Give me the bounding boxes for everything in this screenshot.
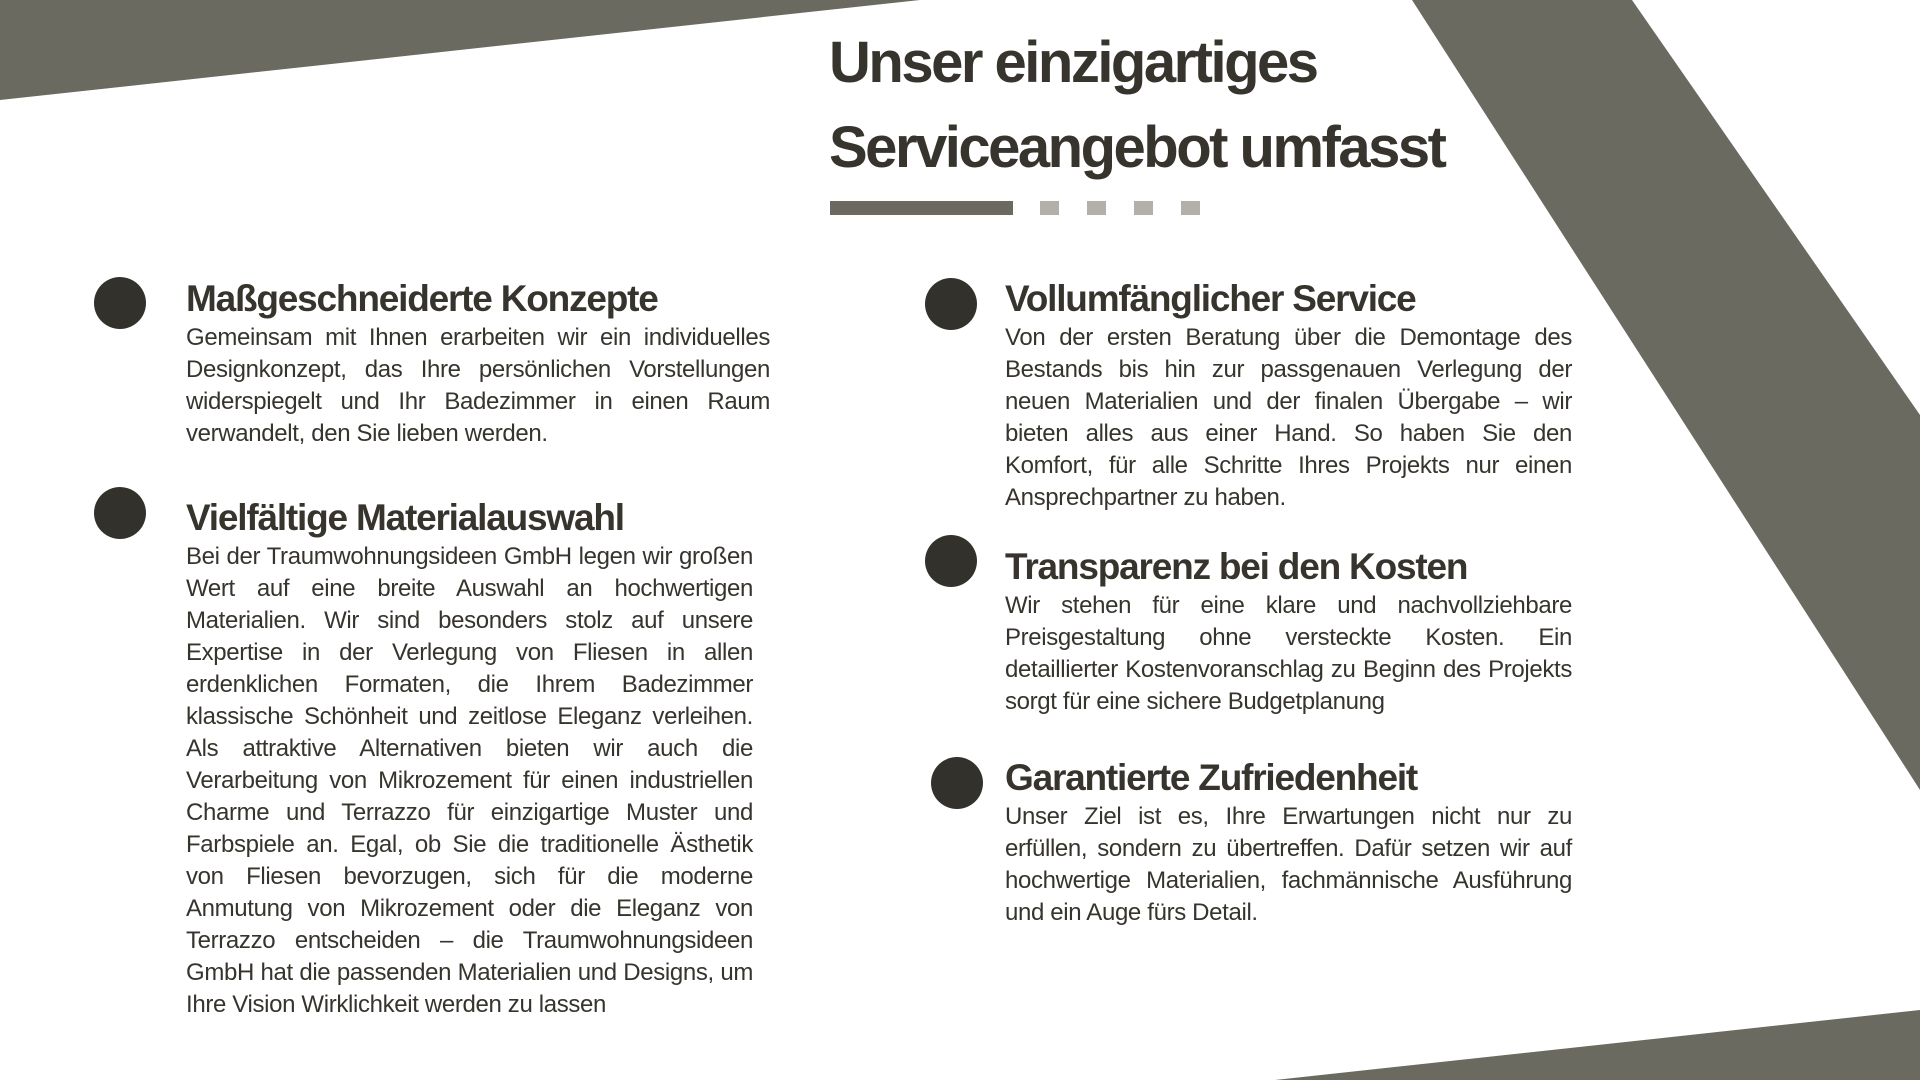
item-body: Gemeinsam mit Ihnen erarbeiten wir ein individuelles Designkonzept, das Ihre persönlichen Vorstellungen widerspiegelt und Ihr Badezimmer in einen Raum verwandelt, den Sie lieben werden.	[186, 324, 770, 447]
title-underline-bar	[830, 201, 1013, 215]
title-accent-square	[1181, 201, 1200, 215]
item-body: Bei der Traumwohnungsideen GmbH legen wir großen Wert auf eine breite Auswahl an hochwertigen Materialien. Wir sind besonders stolz auf unsere Expertise in der Verlegung von Fliesen in allen erdenklichen Formaten, die Ihrem Badezimmer klassische Schönheit und zeitlose Eleganz verleihen. Als attraktive Alternativen bieten wir auch die Verarbeitung von Mikrozement für einen industriellen Charme und Terrazzo für einzigartige Muster und Farbspiele an. Egal, ob Sie die traditionelle Ästhetik von Fliesen bevorzugen, sich für die moderne Anmutung von Mikrozement oder die Eleganz von Terrazzo entscheiden – die Traumwohnungsideen GmbH hat die passenden Materialien und Designs, um Ihre Vision Wirklichkeit werden zu lassen	[186, 543, 753, 1018]
bottom-right-band	[1275, 1010, 1920, 1080]
bullet-dot	[925, 535, 977, 587]
title-accent-square	[1134, 201, 1153, 215]
bullet-dot	[925, 278, 977, 330]
item-heading: Transparenz bei den Kosten	[1005, 546, 1468, 587]
item-heading: Vollumfänglicher Service	[1005, 278, 1416, 319]
item-body: Wir stehen für eine klare und nachvollziehbare Preisgestaltung ohne versteckte Kosten. Ein detaillierter Kostenvoranschlag zu Beginn des Projekts sorgt für eine sichere Budgetplanung	[1005, 592, 1572, 715]
service-item-konzepte	[186, 276, 770, 450]
bullet-dot	[94, 487, 146, 539]
title-line-1: Unser einzigartiges	[829, 30, 1317, 95]
item-body: Von der ersten Beratung über die Demontage des Bestands bis hin zur passgenauen Verlegung der neuen Materialien und der finalen Übergabe – wir bieten alles aus einer Hand. So haben Sie den Komfort, für alle Schritte Ihres Projekts nur einen Ansprechpartner zu haben.	[1005, 324, 1572, 511]
service-item-kosten	[1005, 544, 1572, 718]
service-item-zufriedenheit	[1005, 755, 1572, 929]
page-title	[829, 20, 1444, 190]
item-body: Unser Ziel ist es, Ihre Erwartungen nicht nur zu erfüllen, sondern zu übertreffen. Dafür setzen wir auf hochwertige Materialien, fachmännische Ausführung und ein Auge fürs Detail.	[1005, 803, 1572, 926]
item-heading: Garantierte Zufriedenheit	[1005, 757, 1418, 798]
item-heading: Vielfältige Materialauswahl	[186, 497, 624, 538]
service-item-service	[1005, 276, 1572, 514]
title-accent-square	[1040, 201, 1059, 215]
service-item-materialauswahl	[186, 495, 753, 1021]
item-heading: Maßgeschneiderte Konzepte	[186, 278, 658, 319]
bullet-dot	[94, 277, 146, 329]
title-line-2: Serviceangebot umfasst	[829, 115, 1445, 180]
bullet-dot	[931, 757, 983, 809]
top-left-band	[0, 0, 920, 100]
title-accent-square	[1087, 201, 1106, 215]
